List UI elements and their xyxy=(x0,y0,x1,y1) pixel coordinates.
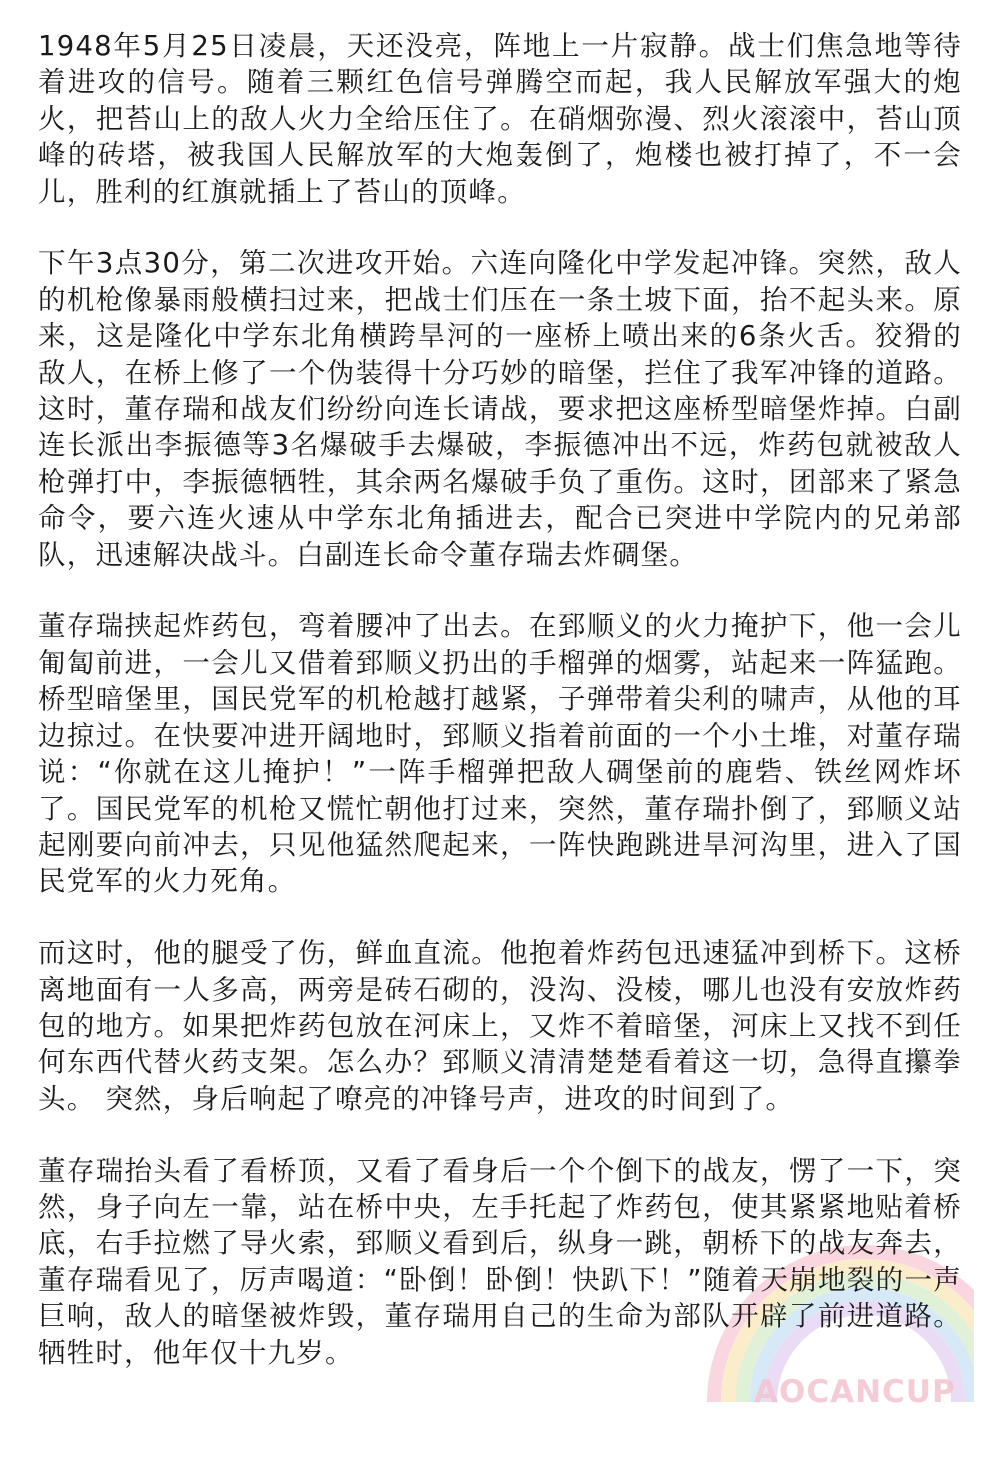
paragraph-2: 下午3点30分，第二次进攻开始。六连向隆化中学发起冲锋。突然，敌人的机枪像暴雨般横扫过来，把战士们压在一条土坡下面，抬不起头来。原来，这是隆化中学东北角横跨旱河的一座桥上喷出来的6条火舌。狡猾的敌人，在桥上修了一个伪装得十分巧妙的暗堡，拦住了我军冲锋的道路。这时，董存瑞和战友们纷纷向连长请战，要求把这座桥型暗堡炸掉。白副连长派出李振德等3名爆破手去爆破，李振德冲出不远，炸药包就被敌人枪弹打中，李振德牺牲，其余两名爆破手负了重伤。这时，团部来了紧急命令，要六连火速从中学东北角插进去，配合已突进中学院内的兄弟部队，迅速解决战斗。白副连长命令董存瑞去炸碉堡。 xyxy=(38,247,962,571)
watermark-text: AOCANCUP xyxy=(754,1374,956,1410)
paragraph-4: 而这时，他的腿受了伤，鲜血直流。他抱着炸药包迅速猛冲到桥下。这桥离地面有一人多高，两旁是砖石砌的，没沟、没棱，哪儿也没有安放炸药包的地方。如果把炸药包放在河床上，又炸不着暗堡，河床上又找不到任何东西代替火药支架。怎么办？郅顺义清清楚楚看着这一切，急得直攥拳头。 突然，身后响起了嘹亮的冲锋号声，进攻的时间到了。 xyxy=(38,937,962,1115)
paragraph-3: 董存瑞挟起炸药包，弯着腰冲了出去。在郅顺义的火力掩护下，他一会儿匍匐前进，一会儿又借着郅顺义扔出的手榴弹的烟雾，站起来一阵猛跑。桥型暗堡里，国民党军的机枪越打越紧，子弹带着尖利的啸声，从他的耳边掠过。在快要冲进开阔地时，郅顺义指着前面的一个小土堆，对董存瑞说：“你就在这儿掩护！”一阵手榴弹把敌人碉堡前的鹿砦、铁丝网炸坏了。国民党军的机枪又慌忙朝他打过来，突然，董存瑞扑倒了，郅顺义站起刚要向前冲去，只见他猛然爬起来，一阵快跑跳进旱河沟里，进入了国民党军的火力死角。 xyxy=(38,610,962,898)
paragraph-1: 1948年5月25日凌晨，天还没亮，阵地上一片寂静。战士们焦急地等待着进攻的信号。随着三颗红色信号弹腾空而起，我人民解放军强大的炮火，把苔山上的敌人火力全给压住了。在硝烟弥漫、烈火滚滚中，苔山顶峰的砖塔，被我国人民解放军的大炮轰倒了，炮楼也被打掉了，不一会儿，胜利的红旗就插上了苔山的顶峰。 xyxy=(38,30,962,208)
paragraph-5: 董存瑞抬头看了看桥顶，又看了看身后一个个倒下的战友，愣了一下，突然，身子向左一靠，站在桥中央，左手托起了炸药包，使其紧紧地贴着桥底，右手拉燃了导火索，郅顺义看到后，纵身一跳，朝桥下的战友奔去，董存瑞看见了，厉声喝道：“卧倒！卧倒！快趴下！”随着天崩地裂的一声巨响，敌人的暗堡被炸毁，董存瑞用自己的生命为部队开辟了前进道路。牺牲时，他年仅十九岁。 xyxy=(38,1154,962,1369)
